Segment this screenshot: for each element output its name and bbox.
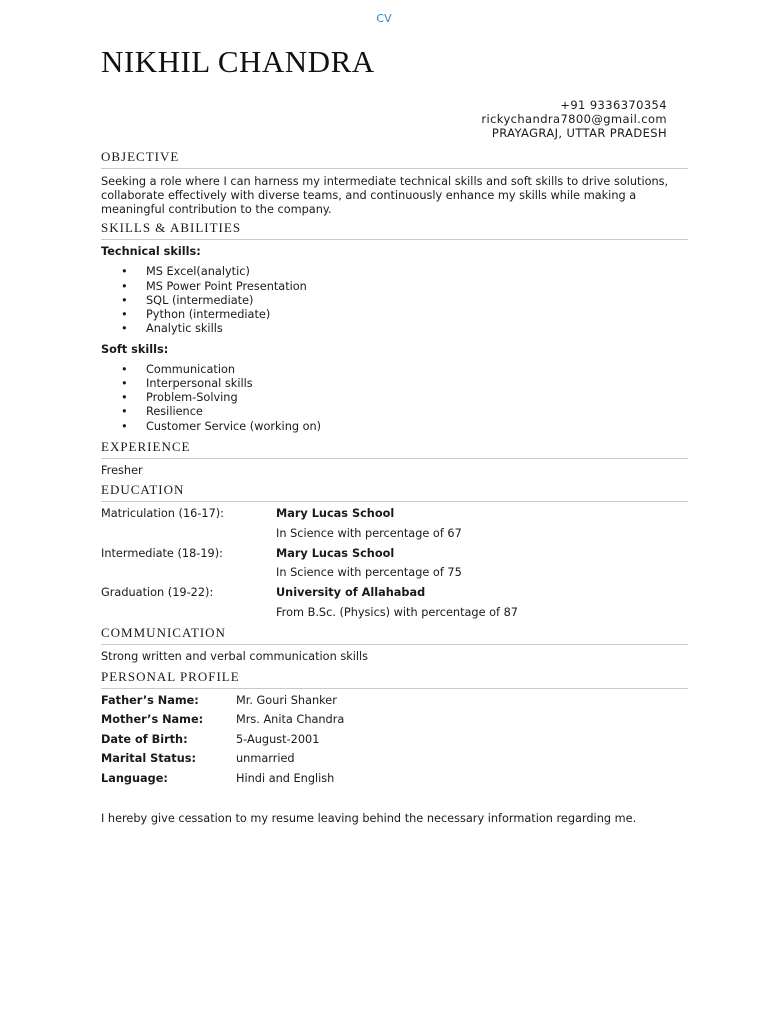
profile-label: Marital Status: xyxy=(101,752,196,765)
technical-skill-item: MS Excel(analytic) xyxy=(146,265,250,278)
soft-skill-item: Problem-Solving xyxy=(146,391,238,404)
experience-text: Fresher xyxy=(101,464,143,477)
bullet-icon: • xyxy=(121,391,128,404)
education-detail: In Science with percentage of 75 xyxy=(276,566,462,579)
profile-value: unmarried xyxy=(236,752,295,765)
technical-skill-item: MS Power Point Presentation xyxy=(146,280,307,293)
section-title-experience: EXPERIENCE xyxy=(101,439,688,459)
objective-line: meaningful contribution to the company. xyxy=(101,203,332,216)
bullet-icon: • xyxy=(121,322,128,335)
email-address: rickychandra7800@gmail.com xyxy=(481,112,667,126)
bullet-icon: • xyxy=(121,420,128,433)
objective-line: collaborate effectively with diverse teams, and continuously enhance my skills while making a xyxy=(101,189,637,202)
soft-skill-item: Interpersonal skills xyxy=(146,377,253,390)
declaration-text: I hereby give cessation to my resume leaving behind the necessary information regarding me. xyxy=(101,812,637,825)
education-school: Mary Lucas School xyxy=(276,547,395,560)
cv-link[interactable]: CV xyxy=(376,12,392,25)
profile-label: Date of Birth: xyxy=(101,733,188,746)
location: PRAYAGRAJ, UTTAR PRADESH xyxy=(491,126,667,140)
profile-value: Mr. Gouri Shanker xyxy=(236,694,337,707)
education-level: Intermediate (18-19): xyxy=(101,547,223,560)
education-school: Mary Lucas School xyxy=(276,507,395,520)
section-title-objective: OBJECTIVE xyxy=(101,149,688,169)
soft-skill-item: Resilience xyxy=(146,405,203,418)
candidate-name: NIKHIL CHANDRA xyxy=(101,44,375,79)
profile-label: Mother’s Name: xyxy=(101,713,204,726)
education-detail: In Science with percentage of 67 xyxy=(276,527,462,540)
profile-value: Hindi and English xyxy=(236,772,335,785)
section-title-skills: SKILLS & ABILITIES xyxy=(101,220,688,240)
education-level: Matriculation (16-17): xyxy=(101,507,224,520)
education-level: Graduation (19-22): xyxy=(101,586,214,599)
bullet-icon: • xyxy=(121,294,128,307)
profile-label: Language: xyxy=(101,772,168,785)
technical-skill-item: Python (intermediate) xyxy=(146,308,271,321)
profile-value: 5-August-2001 xyxy=(236,733,320,746)
section-title-communication: COMMUNICATION xyxy=(101,625,688,645)
bullet-icon: • xyxy=(121,308,128,321)
education-detail: From B.Sc. (Physics) with percentage of 87 xyxy=(276,606,518,619)
education-school: University of Allahabad xyxy=(276,586,426,599)
section-title-personal-profile: PERSONAL PROFILE xyxy=(101,669,688,689)
bullet-icon: • xyxy=(121,280,128,293)
soft-skill-item: Customer Service (working on) xyxy=(146,420,322,433)
soft-skills-label: Soft skills: xyxy=(101,343,169,356)
bullet-icon: • xyxy=(121,363,128,376)
profile-label: Father’s Name: xyxy=(101,694,199,707)
technical-skill-item: Analytic skills xyxy=(146,322,223,335)
technical-skills-label: Technical skills: xyxy=(101,245,201,258)
bullet-icon: • xyxy=(121,377,128,390)
soft-skill-item: Communication xyxy=(146,363,236,376)
profile-value: Mrs. Anita Chandra xyxy=(236,713,345,726)
bullet-icon: • xyxy=(121,265,128,278)
communication-text: Strong written and verbal communication skills xyxy=(101,650,369,663)
technical-skill-item: SQL (intermediate) xyxy=(146,294,254,307)
bullet-icon: • xyxy=(121,405,128,418)
objective-line: Seeking a role where I can harness my intermediate technical skills and soft skills to drive solutions, xyxy=(101,175,669,188)
section-title-education: EDUCATION xyxy=(101,482,688,502)
phone-number: +91 9336370354 xyxy=(560,98,667,112)
